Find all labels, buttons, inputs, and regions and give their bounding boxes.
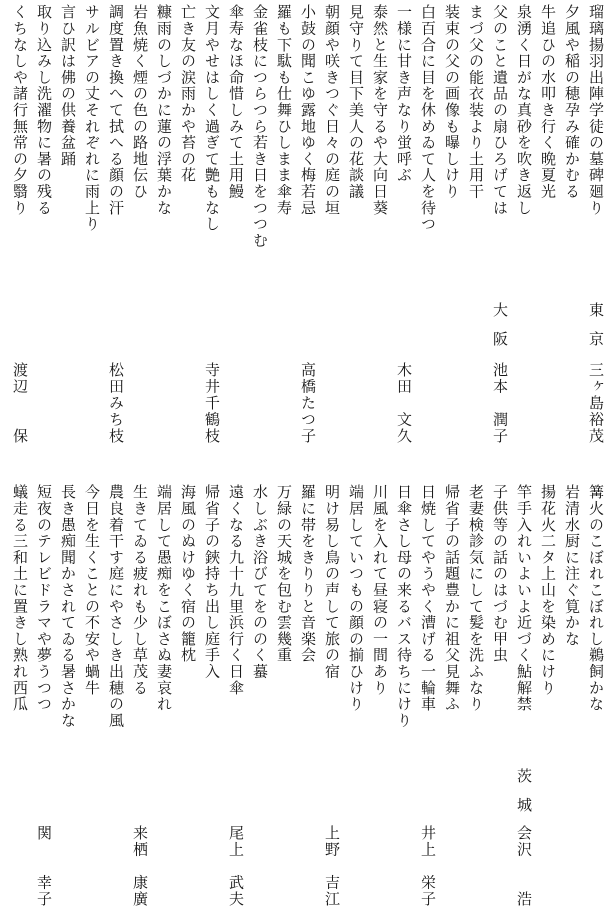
poem-column: 夕風や稲の穂孕み確かむる	[563, 4, 581, 200]
poem-column: 羅も下駄も仕舞ひしまま傘寿	[275, 4, 293, 216]
poem-column: 文月やせはしく過ぎて艶もなし	[203, 4, 221, 233]
author-name: 寺井千鶴枝	[203, 362, 221, 444]
poem-column: 一様に甘き声なり蛍呼ぶ	[395, 4, 413, 184]
poem-column: 端居して愚痴をこぼさぬ妻哀れ	[155, 484, 173, 713]
poem-column: 岩清水厨に注ぐ筧かな	[563, 484, 581, 647]
poem-column: 竿手入れいよいよ近づく鮎解禁	[515, 484, 533, 713]
poem-column: 日焼してやうやく漕げる一輪車	[419, 484, 437, 713]
poem-column: 端居していつもの顔の揃ひけり	[347, 484, 365, 713]
poem-column: 瑠璃揚羽出陣学徒の墓碑廻り	[587, 4, 605, 216]
author-region: 茨城	[515, 768, 533, 826]
poem-column: 調度置き換へて拭へる顔の汗	[107, 4, 125, 216]
poem-column: 傘寿なほ命惜しみて土用鰻	[227, 4, 245, 200]
author-name: 井上 栄子	[419, 825, 437, 907]
poem-column: 水しぶき浴びてをののく蟇	[251, 484, 269, 680]
poem-column: 糠雨のしづかに蓮の浮葉かな	[155, 4, 173, 216]
poem-column: 装束の父の画像も曝しけり	[443, 4, 461, 200]
poem-column: 白百合に目を休めゐて人を待つ	[419, 4, 437, 233]
poem-column: 老妻検診気にして髪を洗ふなり	[467, 484, 485, 713]
poem-column: 長き愚痴聞かされてゐる暑さかな	[59, 484, 77, 729]
author-name: 会沢 浩	[515, 825, 533, 907]
author-name: 松田みち枝	[107, 362, 125, 444]
author-region: 大阪	[491, 302, 509, 360]
poem-column: 取り込みし洗濯物に暑の残る	[35, 4, 53, 216]
author-name: 池本 潤子	[491, 362, 509, 444]
poem-column: 篝火のこぼれこぼれし鵜飼かな	[587, 484, 605, 713]
poem-column: 明け易し鳥の声して旅の宿	[323, 484, 341, 680]
poem-column: 万緑の天城を包む雲幾重	[275, 484, 293, 664]
poem-column: 朝顔や咲きつぐ日々の庭の垣	[323, 4, 341, 216]
author-name: 木田 文久	[395, 362, 413, 444]
poem-column: サルビアの丈それぞれに雨上り	[83, 4, 101, 233]
poem-column: 羅に帯をきりりと音楽会	[299, 484, 317, 664]
poem-column: 子供等の話のはづむ甲虫	[491, 484, 509, 664]
author-region: 東京	[587, 302, 605, 360]
author-name: 関 幸子	[35, 825, 53, 907]
poem-column: 泉湧く日がな真砂を吹き返し	[515, 4, 533, 216]
poem-column: 生きてゐる疲れも少し草茂る	[131, 484, 149, 696]
poem-column: 短夜のテレビドラマや夢うつつ	[35, 484, 53, 713]
poem-column: 見守りて目下美人の花談議	[347, 4, 365, 200]
poem-column: 小鼓の聞こゆ露地ゆく梅若忌	[299, 4, 317, 216]
poem-column: 岩魚焼く煙の色の路地伝ひ	[131, 4, 149, 200]
author-name: 来栖 康廣	[131, 825, 149, 907]
poem-column: 父のこと遺品の扇ひろげては	[491, 4, 509, 216]
poem-column: 海風のぬけゆく宿の籠枕	[179, 484, 197, 664]
poem-column: 言ひ訳は佛の供養盆踊	[59, 4, 77, 167]
poem-column: まづ父の能衣装より土用干	[467, 4, 485, 200]
poem-column: 泰然と生家を守るや大向日葵	[371, 4, 389, 216]
poem-column: 帰省子の鋏持ち出し庭手入	[203, 484, 221, 680]
poem-column: 遠くなる九十九里浜行く日傘	[227, 484, 245, 696]
poem-column: 農良着干す庭にやさしき出穂の風	[107, 484, 125, 729]
poem-column: 今日を生くことの不安や蝸牛	[83, 484, 101, 696]
poem-column: 日傘さし母の来るバス待ちにけり	[395, 484, 413, 729]
poem-column: 揚花火二タ上山を染めにけり	[539, 484, 557, 696]
poem-column: 川風を入れて昼寝の一間あり	[371, 484, 389, 696]
poem-column: くちなしや諸行無常の夕翳り	[11, 4, 29, 216]
poem-column: 蟻走る三和土に置きし熟れ西瓜	[11, 484, 29, 713]
poem-column: 亡き友の涙雨かや苔の花	[179, 4, 197, 184]
author-name: 渡辺 保	[11, 362, 29, 444]
author-name: 三ヶ島裕茂	[587, 362, 605, 444]
author-name: 上野 吉江	[323, 825, 341, 907]
poem-column: 牛追ひの水叩き行く晩夏光	[539, 4, 557, 200]
author-name: 高橋たつ子	[299, 362, 317, 444]
poem-column: 金雀枝につらつら若き日をつつむ	[251, 4, 269, 249]
author-name: 尾上 武夫	[227, 825, 245, 907]
poem-column: 帰省子の話題豊かに祖父見舞ふ	[443, 484, 461, 713]
